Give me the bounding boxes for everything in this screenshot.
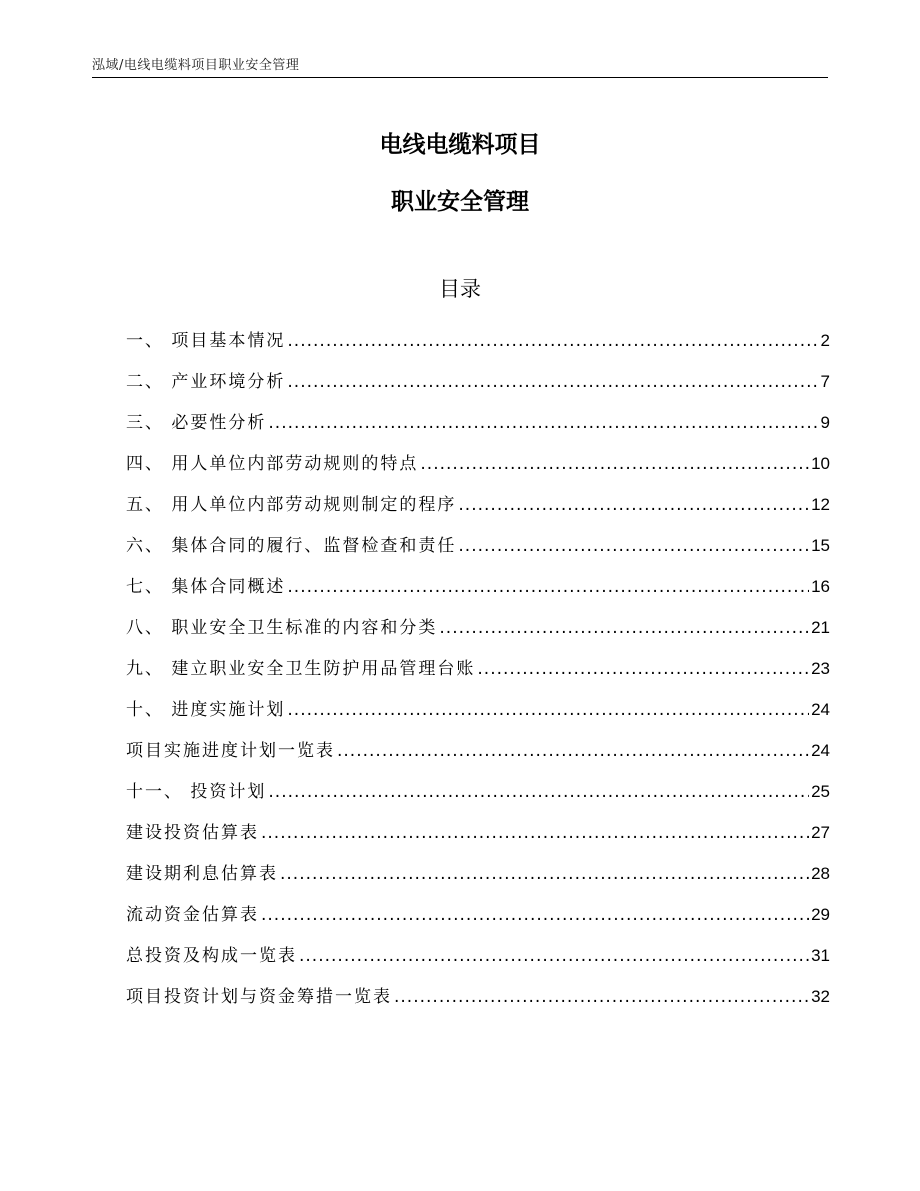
toc-entry[interactable] <box>126 367 830 408</box>
toc-entry[interactable] <box>126 982 830 1023</box>
toc-entry[interactable] <box>126 777 830 818</box>
toc-entry-page: 24 <box>811 741 830 760</box>
toc-entry-page: 21 <box>811 618 830 637</box>
toc-entry-label: 二、 产业环境分析 <box>126 372 286 392</box>
toc-entry-page: 7 <box>820 372 830 391</box>
toc-entry-page: 27 <box>811 823 830 842</box>
toc-leader-dots <box>337 741 809 761</box>
toc-entry-label: 十一、 投资计划 <box>126 782 267 802</box>
toc-leader-dots <box>299 946 809 966</box>
toc-entry-label: 八、 职业安全卫生标准的内容和分类 <box>126 618 438 638</box>
toc-leader-dots <box>287 372 818 392</box>
toc-entry-page: 31 <box>811 946 830 965</box>
toc-entry[interactable] <box>126 613 830 654</box>
toc-entry-label: 建设期利息估算表 <box>126 864 278 884</box>
toc-entry-label: 三、 必要性分析 <box>126 413 267 433</box>
toc-entry[interactable] <box>126 900 830 941</box>
toc-entry-label: 项目实施进度计划一览表 <box>126 741 335 761</box>
page-header: 泓域/电线电缆料项目职业安全管理 <box>92 58 300 73</box>
toc-entry[interactable] <box>126 408 830 449</box>
toc-entry[interactable] <box>126 941 830 982</box>
toc-leader-dots <box>439 618 809 638</box>
toc-leader-dots <box>261 823 809 843</box>
toc-entry-label: 六、 集体合同的履行、监督检查和责任 <box>126 536 457 556</box>
toc-entry-label: 总投资及构成一览表 <box>126 946 297 966</box>
toc-entry-page: 23 <box>811 659 830 678</box>
toc-entry-page: 28 <box>811 864 830 883</box>
toc-leader-dots <box>458 495 809 515</box>
header-divider <box>92 77 828 78</box>
document-title-line-2: 职业安全管理 <box>391 189 529 215</box>
document-title-line-1: 电线电缆料项目 <box>379 132 541 158</box>
toc-entry[interactable] <box>126 818 830 859</box>
toc-entry-label: 一、 项目基本情况 <box>126 331 286 351</box>
toc-entry[interactable] <box>126 859 830 900</box>
toc-leader-dots <box>477 659 809 679</box>
toc-entry[interactable] <box>126 531 830 572</box>
toc-entry-label: 七、 集体合同概述 <box>126 577 286 597</box>
toc-entry-label: 建设投资估算表 <box>126 823 259 843</box>
toc-leader-dots <box>420 454 809 474</box>
toc-entry-page: 12 <box>811 495 830 514</box>
toc-heading: 目录 <box>439 277 481 301</box>
toc-entry-page: 25 <box>811 782 830 801</box>
table-of-contents <box>126 326 830 1023</box>
toc-entry-label: 五、 用人单位内部劳动规则制定的程序 <box>126 495 457 515</box>
toc-leader-dots <box>280 864 809 884</box>
toc-leader-dots <box>458 536 809 556</box>
toc-entry-page: 15 <box>811 536 830 555</box>
toc-entry[interactable] <box>126 654 830 695</box>
toc-entry[interactable] <box>126 490 830 531</box>
toc-leader-dots <box>261 905 809 925</box>
toc-entry-label: 十、 进度实施计划 <box>126 700 286 720</box>
toc-entry[interactable] <box>126 326 830 367</box>
toc-leader-dots <box>268 413 818 433</box>
toc-leader-dots <box>394 987 809 1007</box>
toc-leader-dots <box>287 577 809 597</box>
toc-entry-page: 16 <box>811 577 830 596</box>
toc-entry-page: 10 <box>811 454 830 473</box>
toc-leader-dots <box>268 782 809 802</box>
toc-leader-dots <box>287 331 818 351</box>
toc-entry-page: 29 <box>811 905 830 924</box>
toc-leader-dots <box>287 700 809 720</box>
toc-entry[interactable] <box>126 695 830 736</box>
toc-entry[interactable] <box>126 736 830 777</box>
toc-entry-page: 2 <box>820 331 830 350</box>
toc-entry-page: 9 <box>820 413 830 432</box>
toc-entry-page: 24 <box>811 700 830 719</box>
toc-entry[interactable] <box>126 449 830 490</box>
toc-entry-label: 项目投资计划与资金筹措一览表 <box>126 987 392 1007</box>
toc-entry-label: 四、 用人单位内部劳动规则的特点 <box>126 454 419 474</box>
toc-entry-page: 32 <box>811 987 830 1006</box>
toc-entry-label: 流动资金估算表 <box>126 905 259 925</box>
toc-entry-label: 九、 建立职业安全卫生防护用品管理台账 <box>126 659 476 679</box>
toc-entry[interactable] <box>126 572 830 613</box>
